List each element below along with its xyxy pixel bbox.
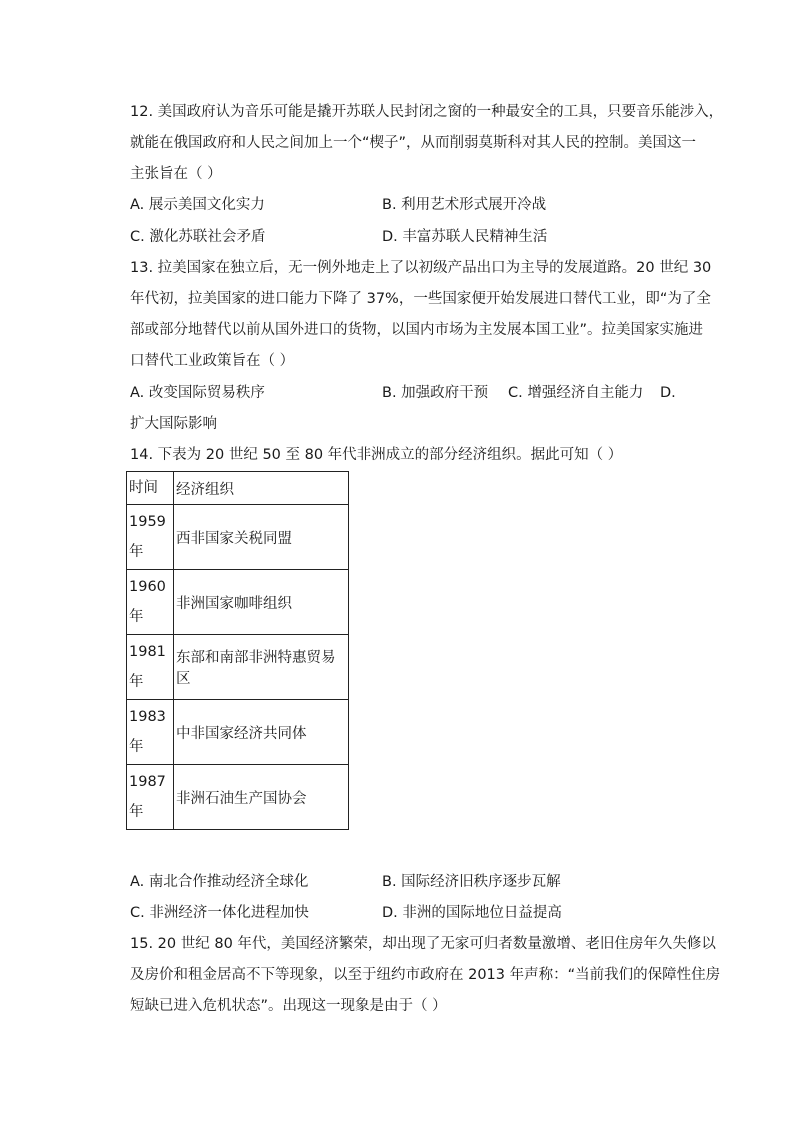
q14-option-d: D. 非洲的国际地位日益提高 [382, 905, 562, 921]
q12-stem-line1: 12. 美国政府认为音乐可能是撬开苏联人民封闭之窗的一种最安全的工具，只要音乐能涉入， [130, 104, 724, 120]
q12-stem-line2: 就能在俄国政府和人民之间加上一个“楔子”，从而削弱莫斯科对其人民的控制。美国这一 [130, 135, 697, 151]
row-organization: 西非国家关税同盟 [174, 505, 349, 570]
q13-stem-line4: 口替代工业政策旨在（ ） [130, 353, 295, 369]
q15-stem-line3: 短缺已进入危机状态”。出现这一现象是由于（ ） [130, 998, 447, 1014]
q13-option-d-continued: 扩大国际影响 [130, 416, 217, 432]
q12-option-a: A. 展示美国文化实力 [130, 197, 265, 213]
q12-option-d: D. 丰富苏联人民精神生活 [382, 229, 548, 245]
row-time: 1960 年 [127, 570, 174, 635]
row-organization: 非洲石油生产国协会 [174, 765, 349, 830]
table-row [127, 505, 349, 570]
q12-stem-line3: 主张旨在（ ） [130, 166, 222, 182]
row-organization: 中非国家经济共同体 [174, 700, 349, 765]
header-time: 时间 [127, 472, 174, 505]
q13-option-b: B. 加强政府干预 [382, 385, 489, 401]
table-row [127, 700, 349, 765]
row-organization: 东部和南部非洲特惠贸易区 [174, 635, 349, 700]
q15-stem-line1: 15. 20 世纪 80 年代，美国经济繁荣，却出现了无家可归者数量激增、老旧住房年久失修以 [130, 936, 716, 952]
q13-option-a: A. 改变国际贸易秩序 [130, 385, 265, 401]
q14-option-c: C. 非洲经济一体化进程加快 [130, 905, 309, 921]
q13-stem-line2: 年代初，拉美国家的进口能力下降了 37%，一些国家便开始发展进口替代工业，即“为了全 [130, 291, 711, 307]
row-time: 1959 年 [127, 505, 174, 570]
q12-option-b: B. 利用艺术形式展开冷战 [382, 197, 547, 213]
q13-option-d: D. [660, 385, 676, 401]
q13-stem-line3: 部或部分地替代以前从国外进口的货物，以国内市场为主发展本国工业”。拉美国家实施进 [130, 322, 704, 338]
header-organization: 经济组织 [174, 472, 349, 505]
table-row [127, 570, 349, 635]
q14-option-b: B. 国际经济旧秩序逐步瓦解 [382, 874, 561, 890]
row-time: 1981 年 [127, 635, 174, 700]
q15-stem-line2: 及房价和租金居高不下等现象，以至于纽约市政府在 2013 年声称：“当前我们的保障性住房 [130, 967, 721, 983]
q13-stem-line1: 13. 拉美国家在独立后，无一例外地走上了以初级产品出口为主导的发展道路。20 世纪 30 [130, 260, 712, 276]
q14-option-a: A. 南北合作推动经济全球化 [130, 874, 309, 890]
q13-option-c: C. 增强经济自主能力 [508, 385, 644, 401]
table-row [127, 635, 349, 700]
row-time: 1987 年 [127, 765, 174, 830]
row-time: 1983 年 [127, 700, 174, 765]
economic-organizations-table [126, 471, 349, 830]
q12-option-c: C. 激化苏联社会矛盾 [130, 229, 266, 245]
row-organization: 非洲国家咖啡组织 [174, 570, 349, 635]
q14-stem-line1: 14. 下表为 20 世纪 50 至 80 年代非洲成立的部分经济组织。据此可知（ ） [130, 447, 623, 463]
table-header-row [127, 472, 349, 505]
table-row [127, 765, 349, 830]
